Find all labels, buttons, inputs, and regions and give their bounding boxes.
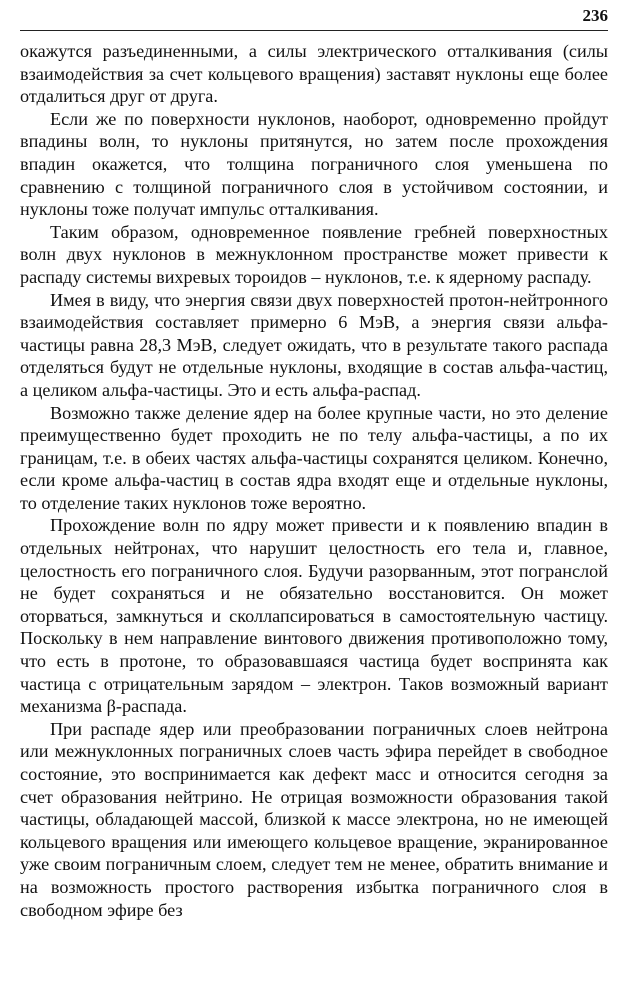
page-header bbox=[20, 4, 608, 31]
paragraph: Если же по поверхности нуклонов, наоборот, одновременно пройдут впадины волн, то нуклоны притянутся, но затем после прохождения впадин окажется, что толщина пограничного слоя уменьшена по сравнению с толщиной пограничного слоя в устойчивом состоянии, и нуклоны тоже получат импульс отталкивания. bbox=[20, 108, 608, 220]
body-text bbox=[20, 40, 608, 921]
paragraph: Прохождение волн по ядру может привести и к появлению впадин в отдельных нейтронах, что нарушит целостность его тела и, главное, целостность его пограничного слоя. Будучи разорванным, этот погранслой не будет сохраняться и не обязательно восстановится. Он может оторваться, замкнуться и сколлапсироваться в самостоятельную частицу. Поскольку в нем направление винтового движения противоположно тому, что есть в протоне, то образовавшаяся частица будет воспринята как частица с отрицательным зарядом – электрон. Таков возможный вариант механизма β-распада. bbox=[20, 515, 608, 717]
paragraph: Таким образом, одновременное появление гребней поверхностных волн двух нуклонов в межнуклонном пространстве может привести к распаду системы вихревых тороидов – нуклонов, т.е. к ядерному распаду. bbox=[20, 221, 608, 287]
page-number: 236 bbox=[582, 6, 608, 25]
paragraph: окажутся разъединенными, а силы электрического отталкивания (силы взаимодействия за счет кольцевого вращения) заставят нуклоны еще более отдалиться друг от друга. bbox=[20, 41, 608, 107]
paragraph: Возможно также деление ядер на более крупные части, но это деление преимущественно будет проходить не по телу альфа-частицы, а по их границам, т.е. в обеих частях альфа-частицы сохранятся целиком. Конечно, если кроме альфа-частиц в состав ядра входят еще и отдельные нуклоны, то отделение таких нуклонов тоже вероятно. bbox=[20, 402, 608, 513]
paragraph: Имея в виду, что энергия связи двух поверхностей протон-нейтронного взаимодействия составляет примерно 6 МэВ, а энергия связи альфа-частицы равна 28,3 МэВ, следует ожидать, что в результате такого распада отделяться будут не отдельные нуклоны, входящие в состав альфа-частиц, а целиком альфа-частицы. Это и есть альфа-распад. bbox=[20, 289, 608, 400]
paragraph: При распаде ядер или преобразовании пограничных слоев нейтрона или межнуклонных пограничных слоев часть эфира перейдет в свободное состояние, это воспринимается как дефект масс и относится сегодня за счет образования нейтрино. Не отрицая возможности образования такой частицы, обладающей массой, близкой к массе электрона, но не имеющей кольцевого вращения или имеющего кольцевое вращение, экранированное уже своим пограничным слоем, следует тем не менее, обратить внимание и на возможность простого растворения избытка пограничного слоя в свободном эфире без bbox=[20, 718, 608, 920]
